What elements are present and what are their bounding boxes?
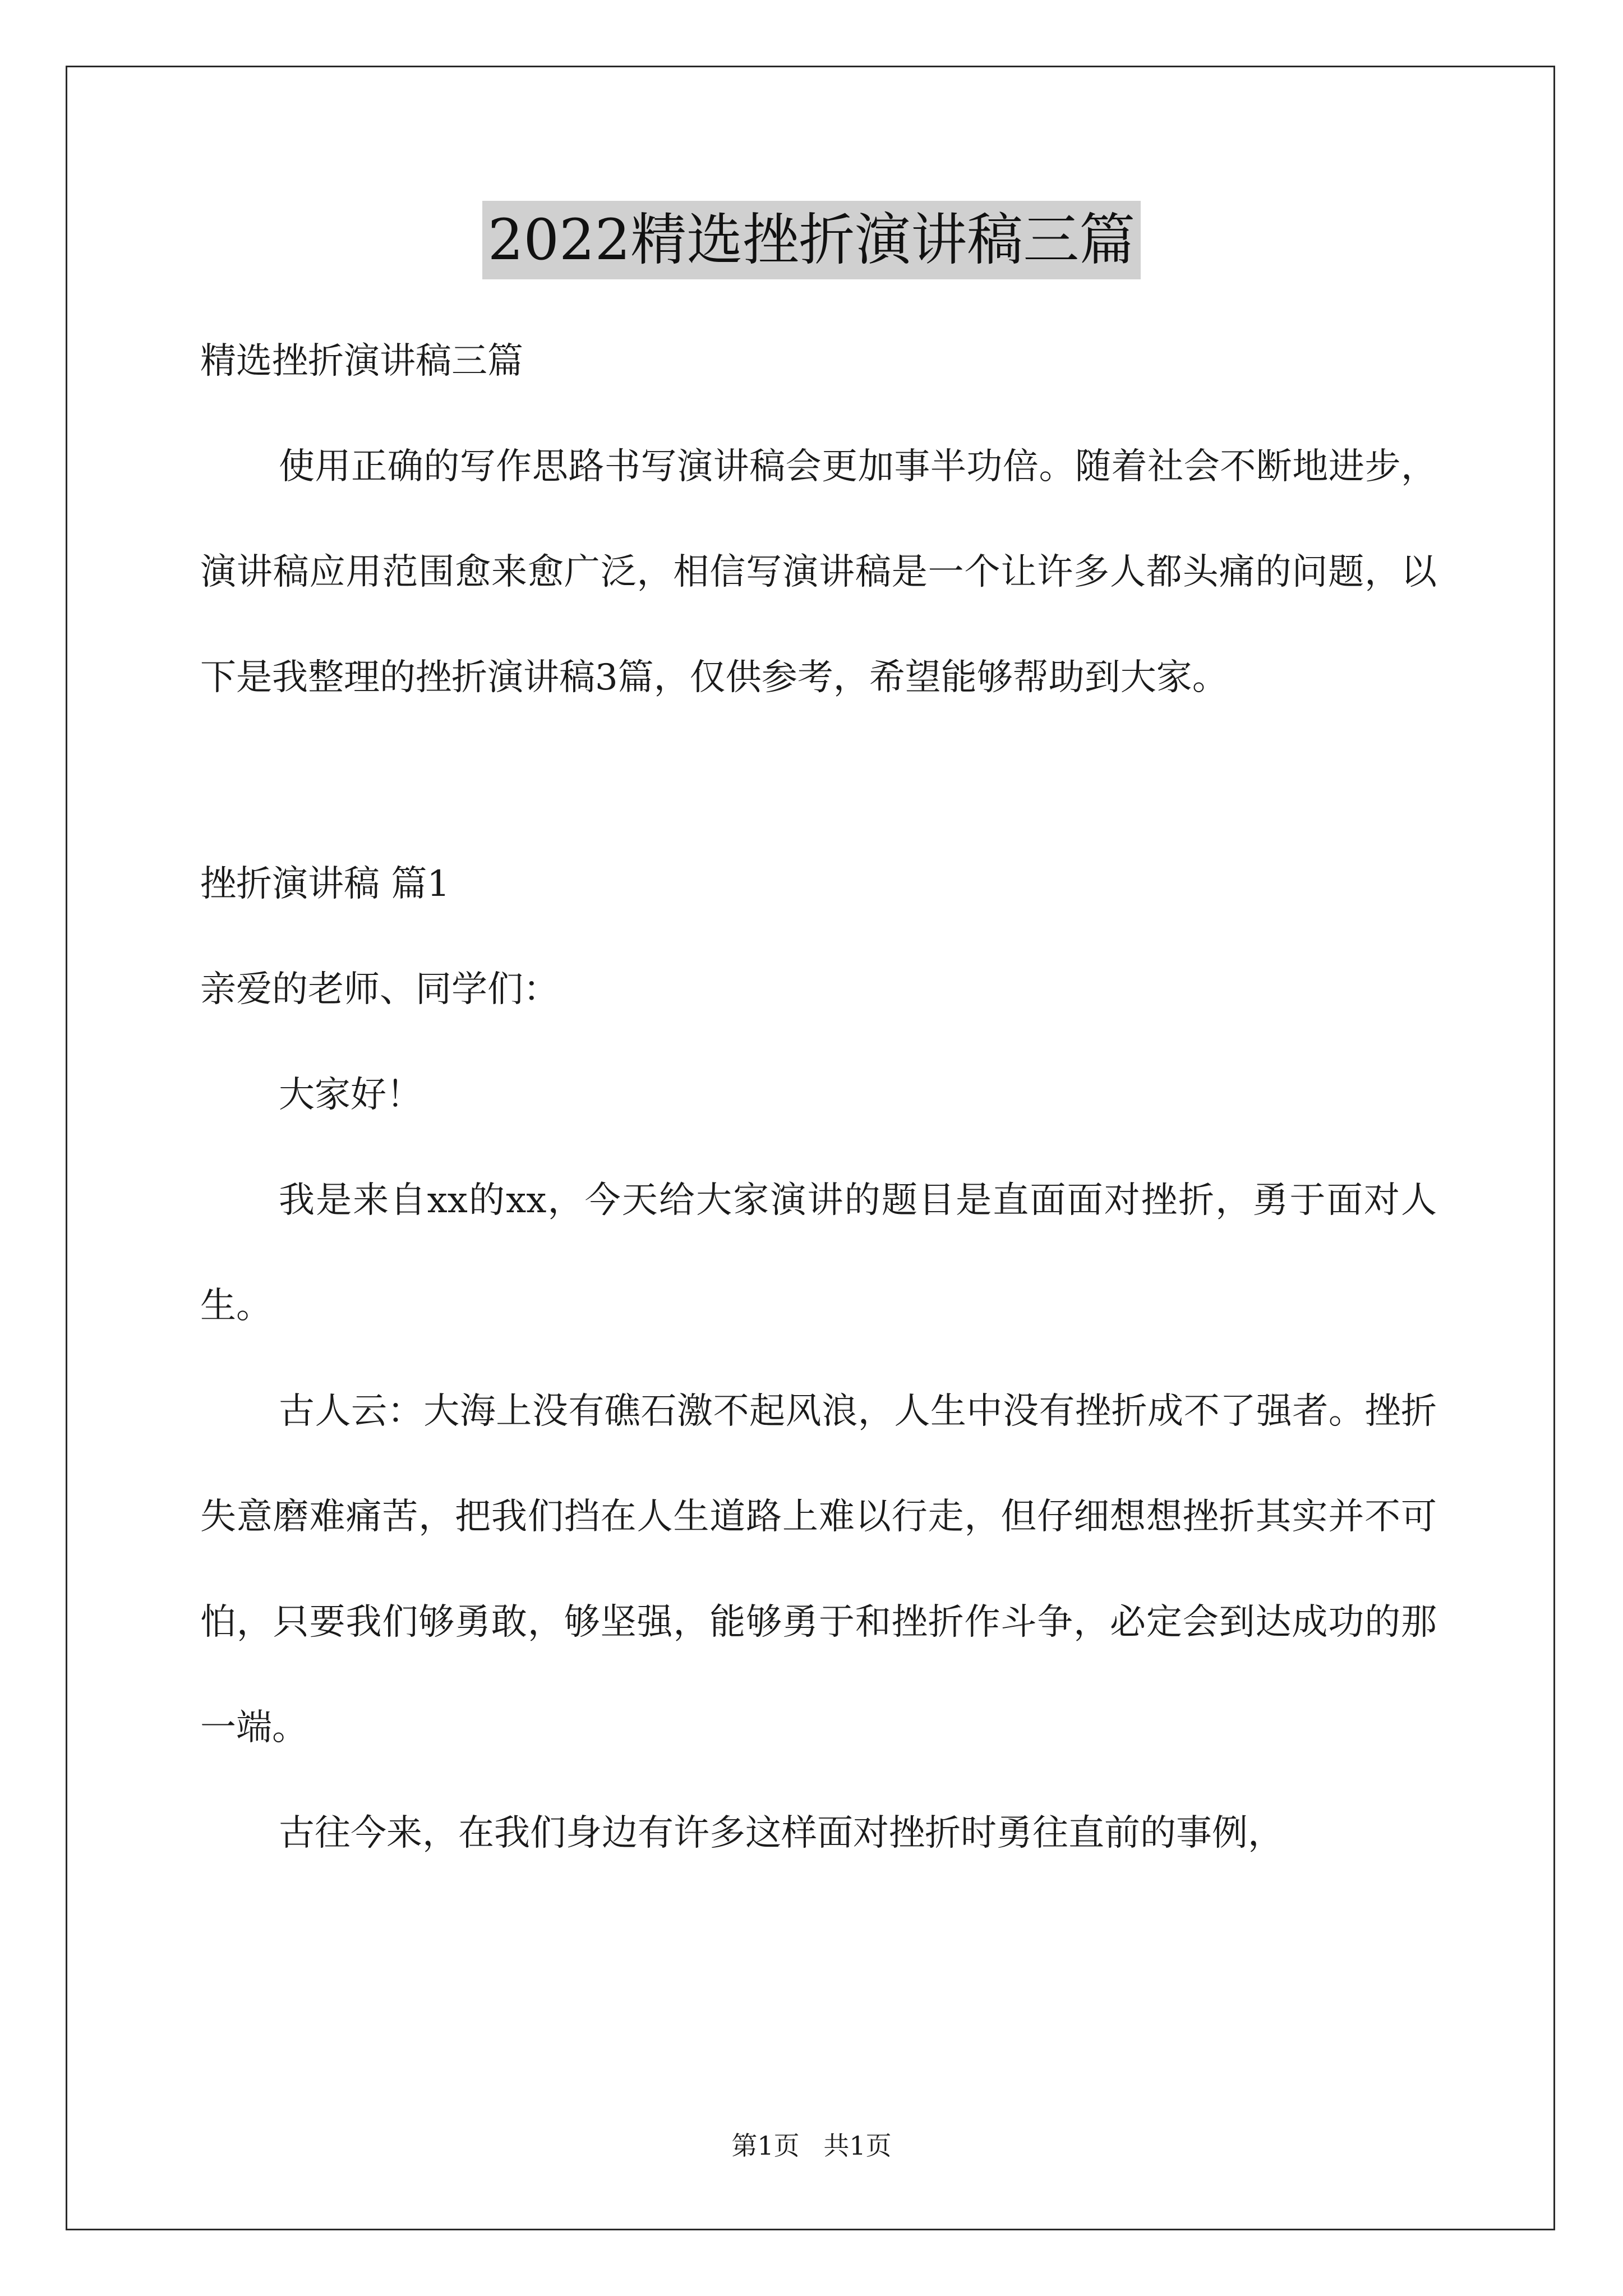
intro-paragraph: 使用正确的写作思路书写演讲稿会更加事半功倍。随着社会不断地进步，演讲稿应用范围愈来愈广泛，相信写演讲稿是一个让许多人都头痛的问题，以下是我整理的挫折演讲稿3篇，仅供参考，希望能够帮助到大家。 <box>200 446 1437 698</box>
section-heading: 挫折演讲稿 篇1 <box>200 863 450 905</box>
document-subtitle: 精选挫折演讲稿三篇 <box>200 341 523 382</box>
page-number-total: 共1页 <box>823 2131 892 2161</box>
body-paragraph-1: 我是来自xx的xx，今天给大家演讲的题目是直面面对挫折，勇于面对人生。 <box>200 1180 1437 1327</box>
page-number-current: 第1页 <box>731 2131 800 2161</box>
body-paragraph-2: 古人云：大海上没有礁石激不起风浪，人生中没有挫折成不了强者。挫折失意磨难痛苦，把我们挡在人生道路上难以行走，但仔细想想挫折其实并不可怕，只要我们够勇敢，够坚强，能够勇于和挫折作斗争，必定会到达成功的那一端。 <box>200 1391 1437 1749</box>
salutation: 亲爱的老师、同学们： <box>200 969 559 1010</box>
document-body <box>200 309 1437 1886</box>
title-container <box>0 201 1623 279</box>
document-title: 2022精选挫折演讲稿三篇 <box>482 201 1141 279</box>
page-footer <box>0 2129 1623 2162</box>
body-paragraph-3: 古往今来，在我们身边有许多这样面对挫折时勇往直前的事例， <box>279 1812 1284 1854</box>
greeting: 大家好！ <box>279 1074 422 1116</box>
